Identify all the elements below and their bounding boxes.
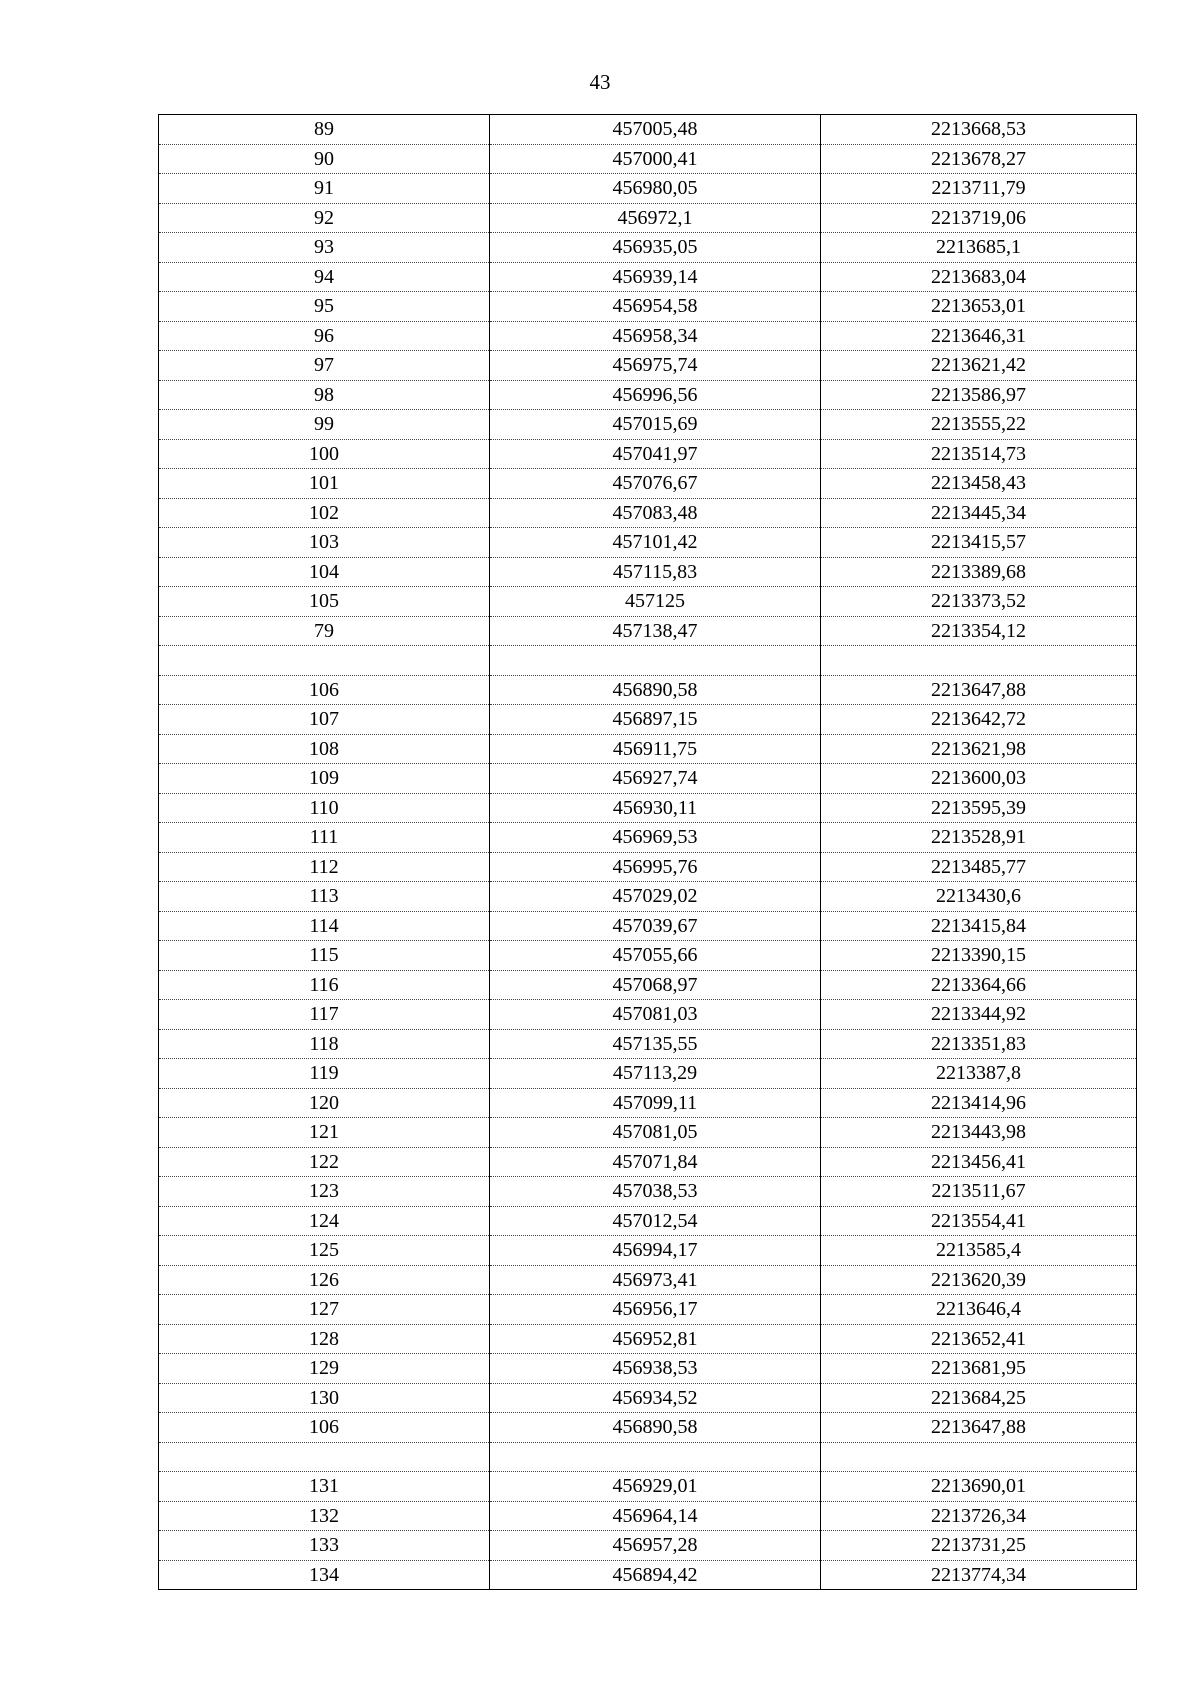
y-coordinate-cell: 2213586,97 — [821, 380, 1137, 410]
x-coordinate-cell — [490, 1442, 821, 1472]
x-coordinate-cell: 456930,11 — [490, 793, 821, 823]
x-coordinate-cell: 456964,14 — [490, 1501, 821, 1531]
x-coordinate-cell: 456958,34 — [490, 321, 821, 351]
y-coordinate-cell: 2213642,72 — [821, 705, 1137, 735]
y-coordinate-cell: 2213690,01 — [821, 1472, 1137, 1502]
table-row — [159, 823, 1137, 853]
x-coordinate-cell: 457076,67 — [490, 469, 821, 499]
table-row — [159, 587, 1137, 617]
point-number-cell: 105 — [159, 587, 490, 617]
point-number-cell: 123 — [159, 1177, 490, 1207]
point-number-cell: 119 — [159, 1059, 490, 1089]
x-coordinate-cell: 457135,55 — [490, 1029, 821, 1059]
x-coordinate-cell: 456938,53 — [490, 1354, 821, 1384]
point-number-cell — [159, 1442, 490, 1472]
table-row — [159, 1383, 1137, 1413]
table-row — [159, 941, 1137, 971]
x-coordinate-cell: 457138,47 — [490, 616, 821, 646]
point-number-cell: 101 — [159, 469, 490, 499]
table-row — [159, 1324, 1137, 1354]
table-row — [159, 1236, 1137, 1266]
table-row — [159, 734, 1137, 764]
table-row — [159, 646, 1137, 676]
x-coordinate-cell: 456894,42 — [490, 1560, 821, 1590]
table-row — [159, 262, 1137, 292]
point-number-cell: 95 — [159, 292, 490, 322]
table-row — [159, 1177, 1137, 1207]
y-coordinate-cell: 2213415,57 — [821, 528, 1137, 558]
table-row — [159, 115, 1137, 145]
y-coordinate-cell: 2213555,22 — [821, 410, 1137, 440]
point-number-cell: 92 — [159, 203, 490, 233]
y-coordinate-cell: 2213514,73 — [821, 439, 1137, 469]
y-coordinate-cell: 2213731,25 — [821, 1531, 1137, 1561]
table-row — [159, 1265, 1137, 1295]
point-number-cell: 107 — [159, 705, 490, 735]
point-number-cell: 102 — [159, 498, 490, 528]
table-row — [159, 1000, 1137, 1030]
x-coordinate-cell: 456911,75 — [490, 734, 821, 764]
x-coordinate-cell: 456994,17 — [490, 1236, 821, 1266]
point-number-cell: 133 — [159, 1531, 490, 1561]
table-row — [159, 616, 1137, 646]
point-number-cell: 121 — [159, 1118, 490, 1148]
y-coordinate-cell: 2213600,03 — [821, 764, 1137, 794]
point-number-cell: 89 — [159, 115, 490, 145]
y-coordinate-cell: 2213668,53 — [821, 115, 1137, 145]
y-coordinate-cell: 2213344,92 — [821, 1000, 1137, 1030]
table-row — [159, 1413, 1137, 1443]
table-row — [159, 1206, 1137, 1236]
y-coordinate-cell — [821, 1442, 1137, 1472]
table-row — [159, 498, 1137, 528]
y-coordinate-cell: 2213646,4 — [821, 1295, 1137, 1325]
table-row — [159, 203, 1137, 233]
point-number-cell: 114 — [159, 911, 490, 941]
y-coordinate-cell: 2213390,15 — [821, 941, 1137, 971]
x-coordinate-cell: 456897,15 — [490, 705, 821, 735]
table-row — [159, 911, 1137, 941]
point-number-cell: 130 — [159, 1383, 490, 1413]
x-coordinate-cell: 456973,41 — [490, 1265, 821, 1295]
table-row — [159, 705, 1137, 735]
point-number-cell: 109 — [159, 764, 490, 794]
y-coordinate-cell: 2213511,67 — [821, 1177, 1137, 1207]
y-coordinate-cell: 2213354,12 — [821, 616, 1137, 646]
x-coordinate-cell: 457038,53 — [490, 1177, 821, 1207]
y-coordinate-cell: 2213585,4 — [821, 1236, 1137, 1266]
x-coordinate-cell: 457015,69 — [490, 410, 821, 440]
point-number-cell: 132 — [159, 1501, 490, 1531]
table-row — [159, 351, 1137, 381]
y-coordinate-cell: 2213646,31 — [821, 321, 1137, 351]
point-number-cell: 124 — [159, 1206, 490, 1236]
y-coordinate-cell: 2213652,41 — [821, 1324, 1137, 1354]
point-number-cell: 106 — [159, 1413, 490, 1443]
x-coordinate-cell: 457101,42 — [490, 528, 821, 558]
point-number-cell: 110 — [159, 793, 490, 823]
table-row — [159, 1560, 1137, 1590]
y-coordinate-cell: 2213719,06 — [821, 203, 1137, 233]
point-number-cell: 113 — [159, 882, 490, 912]
y-coordinate-cell: 2213653,01 — [821, 292, 1137, 322]
table-row — [159, 1295, 1137, 1325]
x-coordinate-cell: 456954,58 — [490, 292, 821, 322]
y-coordinate-cell: 2213443,98 — [821, 1118, 1137, 1148]
point-number-cell: 100 — [159, 439, 490, 469]
x-coordinate-cell — [490, 646, 821, 676]
x-coordinate-cell: 456939,14 — [490, 262, 821, 292]
page-number: 43 — [589, 70, 611, 94]
x-coordinate-cell: 457039,67 — [490, 911, 821, 941]
point-number-cell: 103 — [159, 528, 490, 558]
x-coordinate-cell: 457081,03 — [490, 1000, 821, 1030]
point-number-cell — [159, 646, 490, 676]
table-row — [159, 675, 1137, 705]
table-row — [159, 852, 1137, 882]
point-number-cell: 99 — [159, 410, 490, 440]
x-coordinate-cell: 456995,76 — [490, 852, 821, 882]
x-coordinate-cell: 456975,74 — [490, 351, 821, 381]
point-number-cell: 106 — [159, 675, 490, 705]
table-row — [159, 380, 1137, 410]
table-row — [159, 1442, 1137, 1472]
y-coordinate-cell: 2213445,34 — [821, 498, 1137, 528]
table-row — [159, 1354, 1137, 1384]
x-coordinate-cell: 457005,48 — [490, 115, 821, 145]
x-coordinate-cell: 456996,56 — [490, 380, 821, 410]
point-number-cell: 104 — [159, 557, 490, 587]
x-coordinate-cell: 457029,02 — [490, 882, 821, 912]
table-row — [159, 1501, 1137, 1531]
y-coordinate-cell: 2213389,68 — [821, 557, 1137, 587]
table-row — [159, 439, 1137, 469]
point-number-cell: 134 — [159, 1560, 490, 1590]
x-coordinate-cell: 456890,58 — [490, 1413, 821, 1443]
y-coordinate-cell: 2213554,41 — [821, 1206, 1137, 1236]
y-coordinate-cell: 2213364,66 — [821, 970, 1137, 1000]
y-coordinate-cell: 2213458,43 — [821, 469, 1137, 499]
y-coordinate-cell: 2213681,95 — [821, 1354, 1137, 1384]
point-number-cell: 108 — [159, 734, 490, 764]
x-coordinate-cell: 456952,81 — [490, 1324, 821, 1354]
y-coordinate-cell: 2213430,6 — [821, 882, 1137, 912]
x-coordinate-cell: 456969,53 — [490, 823, 821, 853]
y-coordinate-cell: 2213373,52 — [821, 587, 1137, 617]
y-coordinate-cell: 2213415,84 — [821, 911, 1137, 941]
x-coordinate-cell: 456929,01 — [490, 1472, 821, 1502]
x-coordinate-cell: 457068,97 — [490, 970, 821, 1000]
point-number-cell: 97 — [159, 351, 490, 381]
y-coordinate-cell: 2213414,96 — [821, 1088, 1137, 1118]
x-coordinate-cell: 456972,1 — [490, 203, 821, 233]
coordinates-table-body — [159, 115, 1137, 1590]
table-row — [159, 882, 1137, 912]
y-coordinate-cell: 2213647,88 — [821, 1413, 1137, 1443]
table-row — [159, 793, 1137, 823]
table-row — [159, 1147, 1137, 1177]
y-coordinate-cell: 2213647,88 — [821, 675, 1137, 705]
point-number-cell: 91 — [159, 174, 490, 204]
point-number-cell: 90 — [159, 144, 490, 174]
y-coordinate-cell: 2213774,34 — [821, 1560, 1137, 1590]
x-coordinate-cell: 456890,58 — [490, 675, 821, 705]
point-number-cell: 111 — [159, 823, 490, 853]
x-coordinate-cell: 456927,74 — [490, 764, 821, 794]
y-coordinate-cell: 2213726,34 — [821, 1501, 1137, 1531]
x-coordinate-cell: 457113,29 — [490, 1059, 821, 1089]
point-number-cell: 129 — [159, 1354, 490, 1384]
x-coordinate-cell: 457125 — [490, 587, 821, 617]
table-row — [159, 321, 1137, 351]
table-row — [159, 292, 1137, 322]
point-number-cell: 93 — [159, 233, 490, 263]
point-number-cell: 125 — [159, 1236, 490, 1266]
point-number-cell: 94 — [159, 262, 490, 292]
table-row — [159, 1059, 1137, 1089]
point-number-cell: 120 — [159, 1088, 490, 1118]
point-number-cell: 79 — [159, 616, 490, 646]
x-coordinate-cell: 456956,17 — [490, 1295, 821, 1325]
table-row — [159, 1118, 1137, 1148]
x-coordinate-cell: 457071,84 — [490, 1147, 821, 1177]
table-row — [159, 557, 1137, 587]
x-coordinate-cell: 457000,41 — [490, 144, 821, 174]
point-number-cell: 112 — [159, 852, 490, 882]
y-coordinate-cell: 2213528,91 — [821, 823, 1137, 853]
y-coordinate-cell: 2213684,25 — [821, 1383, 1137, 1413]
x-coordinate-cell: 456980,05 — [490, 174, 821, 204]
table-row — [159, 469, 1137, 499]
x-coordinate-cell: 457115,83 — [490, 557, 821, 587]
y-coordinate-cell: 2213711,79 — [821, 174, 1137, 204]
x-coordinate-cell: 457081,05 — [490, 1118, 821, 1148]
y-coordinate-cell: 2213595,39 — [821, 793, 1137, 823]
y-coordinate-cell: 2213678,27 — [821, 144, 1137, 174]
x-coordinate-cell: 457012,54 — [490, 1206, 821, 1236]
y-coordinate-cell — [821, 646, 1137, 676]
table-row — [159, 764, 1137, 794]
table-row — [159, 410, 1137, 440]
table-row — [159, 233, 1137, 263]
y-coordinate-cell: 2213620,39 — [821, 1265, 1137, 1295]
x-coordinate-cell: 457083,48 — [490, 498, 821, 528]
coordinates-table — [158, 114, 1137, 1590]
point-number-cell: 128 — [159, 1324, 490, 1354]
table-row — [159, 1472, 1137, 1502]
y-coordinate-cell: 2213683,04 — [821, 262, 1137, 292]
point-number-cell: 116 — [159, 970, 490, 1000]
x-coordinate-cell: 456934,52 — [490, 1383, 821, 1413]
y-coordinate-cell: 2213387,8 — [821, 1059, 1137, 1089]
point-number-cell: 98 — [159, 380, 490, 410]
point-number-cell: 126 — [159, 1265, 490, 1295]
point-number-cell: 117 — [159, 1000, 490, 1030]
table-row — [159, 528, 1137, 558]
point-number-cell: 122 — [159, 1147, 490, 1177]
y-coordinate-cell: 2213621,42 — [821, 351, 1137, 381]
table-row — [159, 1088, 1137, 1118]
point-number-cell: 115 — [159, 941, 490, 971]
table-row — [159, 1531, 1137, 1561]
point-number-cell: 96 — [159, 321, 490, 351]
y-coordinate-cell: 2213621,98 — [821, 734, 1137, 764]
x-coordinate-cell: 456935,05 — [490, 233, 821, 263]
x-coordinate-cell: 456957,28 — [490, 1531, 821, 1561]
table-row — [159, 144, 1137, 174]
x-coordinate-cell: 457099,11 — [490, 1088, 821, 1118]
y-coordinate-cell: 2213456,41 — [821, 1147, 1137, 1177]
point-number-cell: 131 — [159, 1472, 490, 1502]
table-row — [159, 174, 1137, 204]
y-coordinate-cell: 2213485,77 — [821, 852, 1137, 882]
y-coordinate-cell: 2213685,1 — [821, 233, 1137, 263]
point-number-cell: 127 — [159, 1295, 490, 1325]
y-coordinate-cell: 2213351,83 — [821, 1029, 1137, 1059]
table-row — [159, 970, 1137, 1000]
x-coordinate-cell: 457055,66 — [490, 941, 821, 971]
table-row — [159, 1029, 1137, 1059]
point-number-cell: 118 — [159, 1029, 490, 1059]
x-coordinate-cell: 457041,97 — [490, 439, 821, 469]
